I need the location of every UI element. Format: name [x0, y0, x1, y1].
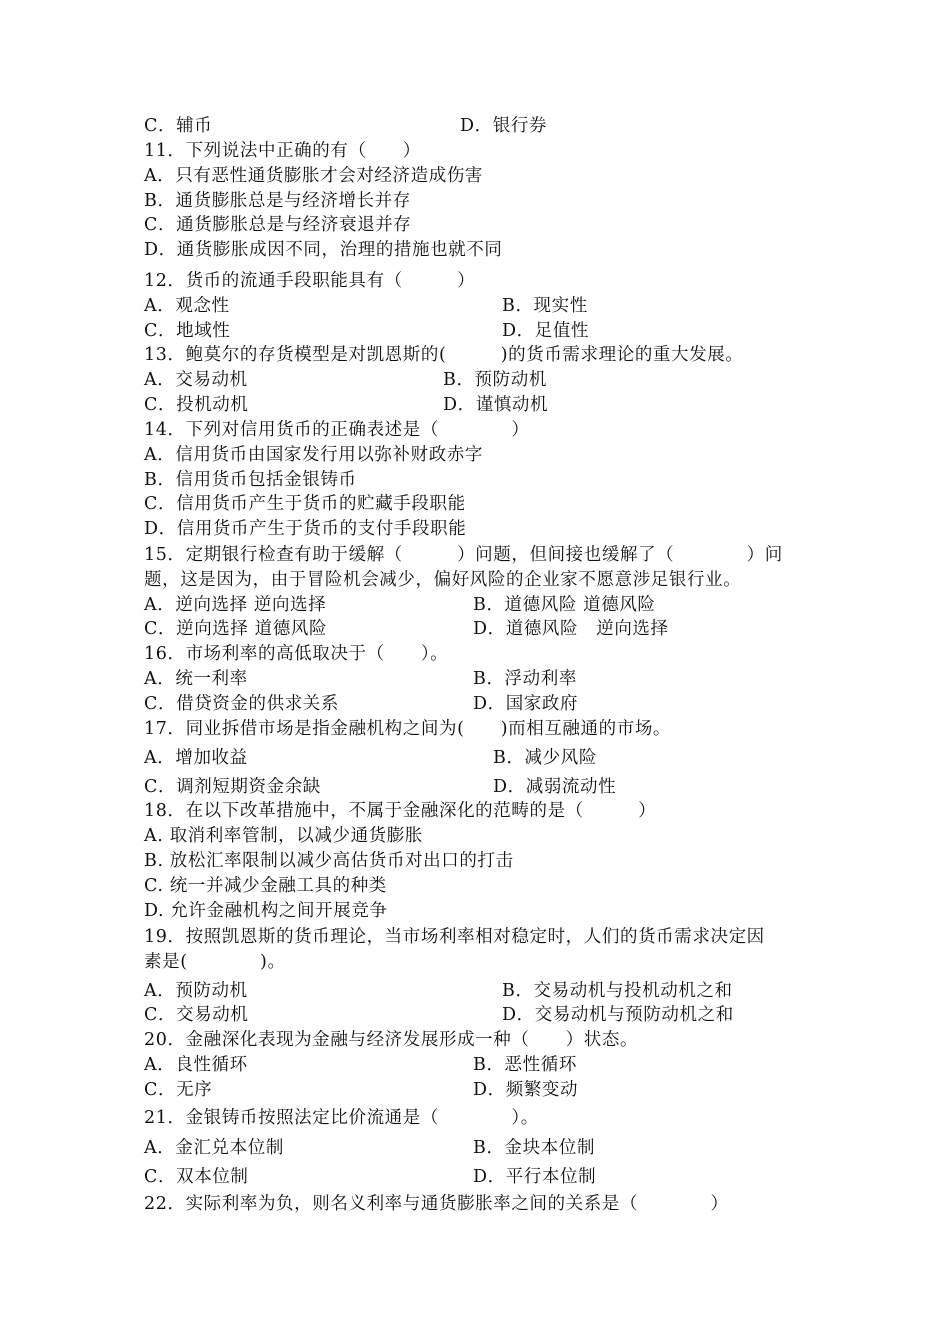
- question-19: 19．按照凯恩斯的货币理论，当市场利率相对稳定时，人们的货币需求决定因: [144, 927, 765, 947]
- option-b-q12: B．现实性: [502, 296, 588, 316]
- option-a-q16: A．统一利率: [144, 669, 248, 689]
- question-20: 20．金融深化表现为金融与经济发展形成一种（ ）状态。: [144, 1030, 639, 1050]
- question-22: 22．实际利率为负，则名义利率与通货膨胀率之间的关系是（ ）: [144, 1194, 729, 1214]
- option-c-q15: C．逆向选择 道德风险: [144, 619, 328, 639]
- option-a-q17: A．增加收益: [144, 748, 248, 768]
- option-a-q13: A．交易动机: [144, 370, 248, 390]
- option-d-q17: D．减弱流动性: [493, 777, 617, 797]
- option-c-q14: C．信用货币产生于货币的贮藏手段职能: [144, 494, 466, 514]
- question-15: 15．定期银行检查有助于缓解（ ）问题，但间接也缓解了（ ）问: [144, 545, 783, 565]
- option-d-q20: D．频繁变动: [473, 1080, 579, 1100]
- option-b-q15: B．道德风险 道德风险: [473, 595, 656, 615]
- option-b-q16: B．浮动利率: [473, 669, 577, 689]
- question-16: 16．市场利率的高低取决于（ ）。: [144, 644, 449, 664]
- option-c-q18: C. 统一并减少金融工具的种类: [144, 876, 387, 896]
- question-19-continued: 素是( )。: [144, 952, 286, 972]
- option-b-q18: B. 放松汇率限制以减少高估货币对出口的打击: [144, 851, 514, 871]
- option-b-q17: B．减少风险: [493, 748, 597, 768]
- option-a-q14: A．信用货币由国家发行用以弥补财政赤字: [144, 445, 484, 465]
- option-d-q19: D．交易动机与预防动机之和: [502, 1005, 734, 1025]
- question-18: 18．在以下改革措施中，不属于金融深化的范畴的是（ ）: [144, 801, 657, 821]
- option-d-q21: D．平行本位制: [473, 1167, 597, 1187]
- option-c-q13: C．投机动机: [144, 395, 249, 415]
- option-d-q14: D．信用货币产生于货币的支付手段职能: [144, 519, 467, 539]
- option-a-q11: A．只有恶性通货膨胀才会对经济造成伤害: [144, 166, 484, 186]
- option-a-q20: A．良性循环: [144, 1055, 248, 1075]
- option-a-q21: A．金汇兑本位制: [144, 1138, 284, 1158]
- option-b-q11: B．通货膨胀总是与经济增长并存: [144, 191, 411, 211]
- option-c-q17: C．调剂短期资金余缺: [144, 777, 321, 797]
- option-d-q18: D. 允许金融机构之间开展竞争: [144, 901, 388, 921]
- option-a-q15: A．逆向选择 逆向选择: [144, 595, 327, 615]
- option-b-q13: B．预防动机: [443, 370, 547, 390]
- option-a-q18: A. 取消利率管制，以减少通货膨胀: [144, 826, 423, 846]
- option-d-q12: D．足值性: [502, 321, 590, 341]
- option-c-q11: C．通货膨胀总是与经济衰退并存: [144, 215, 412, 235]
- option-c-q12: C．地域性: [144, 321, 231, 341]
- option-b-q14: B．信用货币包括金银铸币: [144, 470, 357, 490]
- question-21: 21．金银铸币按照法定比价流通是（ ）。: [144, 1108, 539, 1128]
- option-b-q19: B．交易动机与投机动机之和: [502, 981, 733, 1001]
- question-15-continued: 题，这是因为，由于冒险机会减少，偏好风险的企业家不愿意涉足银行业。: [144, 570, 742, 590]
- option-d-q15: D．道德风险 逆向选择: [473, 619, 669, 639]
- option-c-q16: C．借贷资金的供求关系: [144, 694, 339, 714]
- option-c-q20: C．无序: [144, 1080, 213, 1100]
- option-d-q10: D．银行券: [460, 116, 548, 136]
- option-d-q13: D．谨慎动机: [443, 395, 549, 415]
- option-d-q16: D．国家政府: [473, 694, 579, 714]
- question-13: 13．鲍莫尔的存货模型是对凯恩斯的( )的货币需求理论的重大发展。: [144, 345, 744, 365]
- question-14: 14．下列对信用货币的正确表述是（ ）: [144, 420, 530, 440]
- option-c-q10: C．辅币: [144, 116, 213, 136]
- option-d-q11: D．通货膨胀成因不同，治理的措施也就不同: [144, 240, 503, 260]
- question-12: 12．货币的流通手段职能具有（ ）: [144, 271, 476, 291]
- option-a-q12: A．观念性: [144, 296, 230, 316]
- option-b-q21: B．金块本位制: [473, 1138, 596, 1158]
- option-c-q19: C．交易动机: [144, 1005, 249, 1025]
- question-17: 17．同业拆借市场是指金融机构之间为( )而相互融通的市场。: [144, 719, 672, 739]
- option-c-q21: C．双本位制: [144, 1167, 249, 1187]
- option-b-q20: B．恶性循环: [473, 1055, 577, 1075]
- question-11: 11．下列说法中正确的有（ ）: [144, 141, 421, 161]
- option-a-q19: A．预防动机: [144, 981, 248, 1001]
